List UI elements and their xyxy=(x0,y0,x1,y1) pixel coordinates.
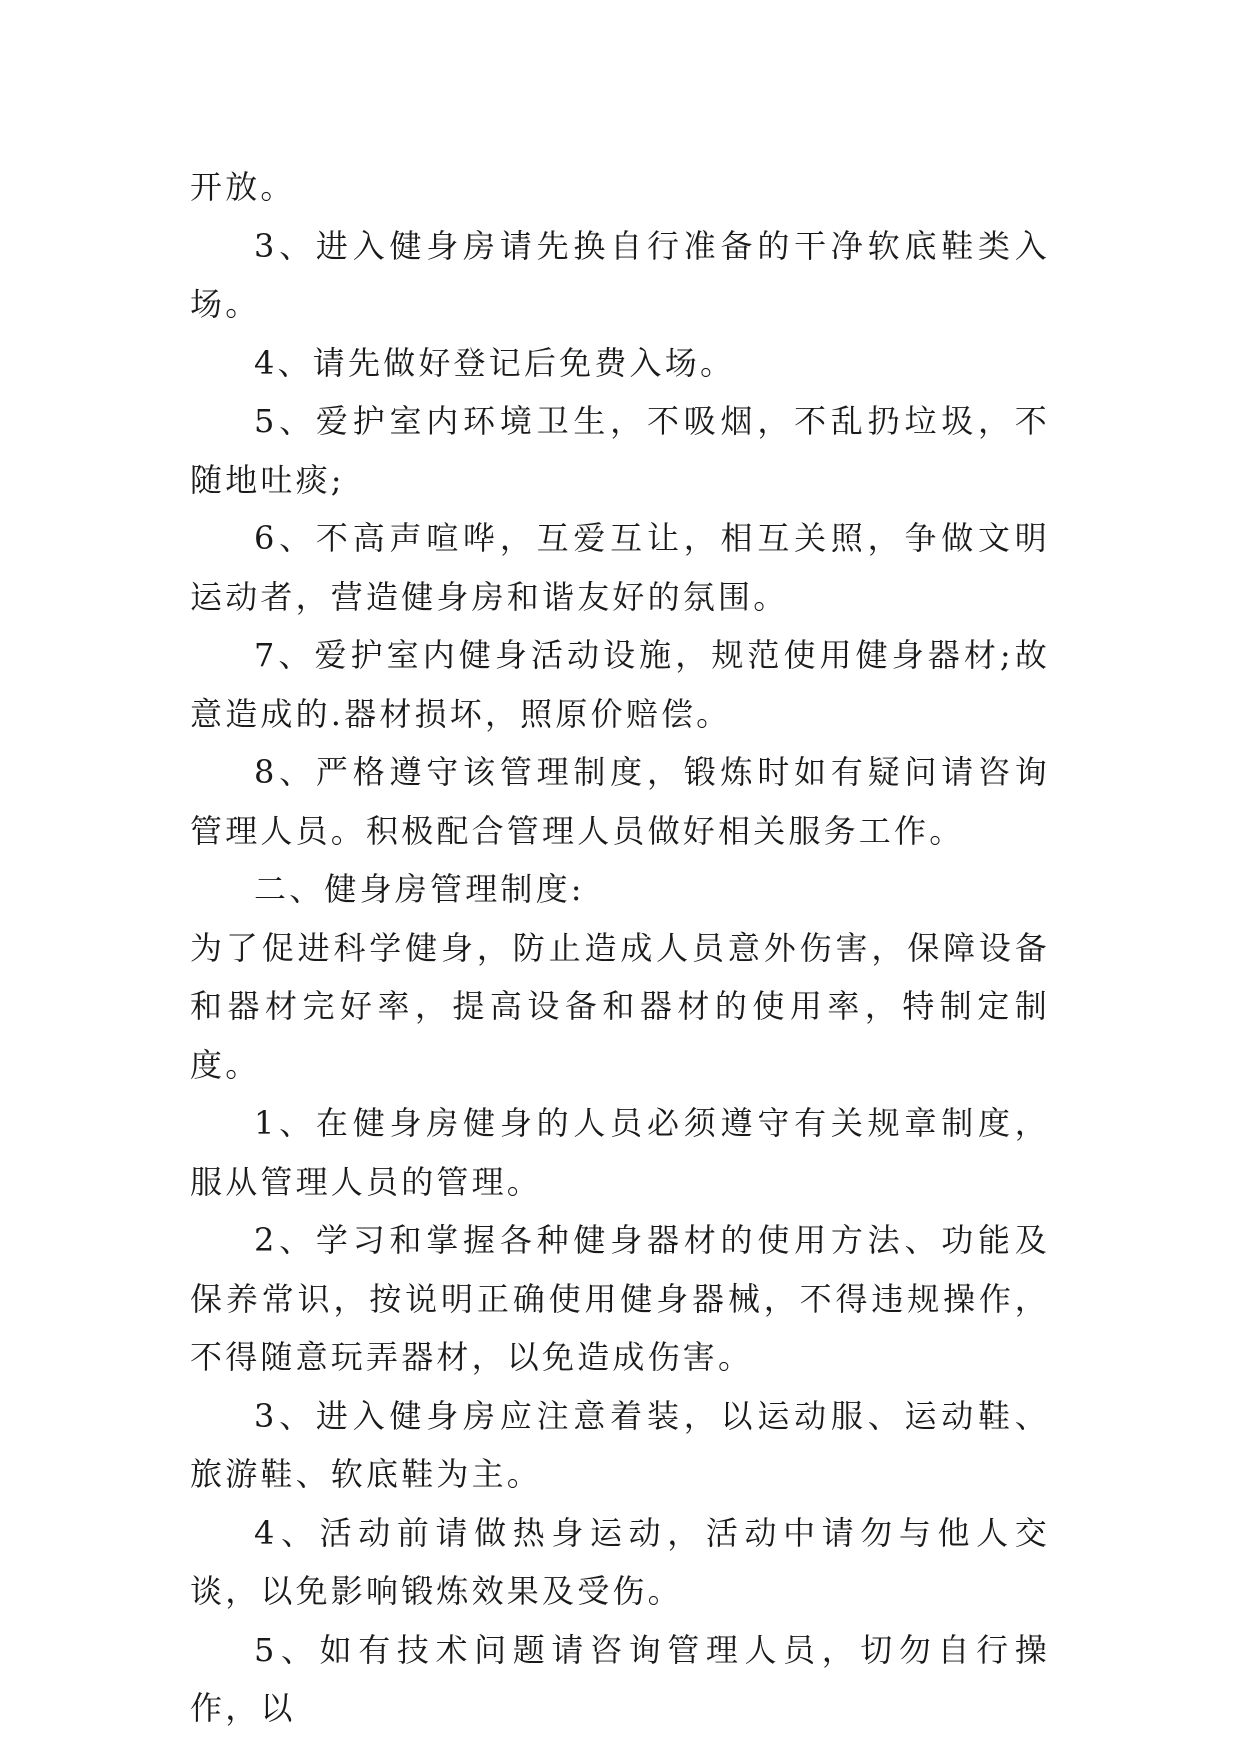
regulation-item-4: 4、活动前请做热身运动，活动中请勿与他人交谈，以免影响锻炼效果及受伤。 xyxy=(190,1513,1050,1610)
regulation-item-1: 1、在健身房健身的人员必须遵守有关规章制度，服从管理人员的管理。 xyxy=(190,1104,1050,1201)
regulation-item-3: 3、进入健身房应注意着装，以运动服、运动鞋、旅游鞋、软底鞋为主。 xyxy=(190,1396,1050,1493)
rule-item-5: 5、爱护室内环境卫生，不吸烟，不乱扔垃圾，不随地吐痰; xyxy=(190,402,1050,499)
section-heading-2: 二、健身房管理制度: xyxy=(254,870,585,908)
regulation-item-5: 5、如有技术问题请咨询管理人员，切勿自行操作，以 xyxy=(190,1630,1050,1727)
regulation-item-2: 2、学习和掌握各种健身器材的使用方法、功能及保养常识，按说明正确使用健身器械，不得违规操作，不得随意玩弄器材，以免造成伤害。 xyxy=(190,1221,1050,1376)
document-body xyxy=(190,158,1050,1738)
rule-item-6: 6、不高声喧哗，互爱互让，相互关照，争做文明运动者，营造健身房和谐友好的氛围。 xyxy=(190,519,1050,616)
rule-item-7: 7、爱护室内健身活动设施，规范使用健身器材;故意造成的.器材损坏，照原价赔偿。 xyxy=(190,636,1050,733)
section-intro: 为了促进科学健身，防止造成人员意外伤害，保障设备和器材完好率，提高设备和器材的使用率，特制定制度。 xyxy=(190,928,1050,1084)
rule-item-3: 3、进入健身房请先换自行准备的干净软底鞋类入场。 xyxy=(190,226,1050,323)
rule-item-4: 4、请先做好登记后免费入场。 xyxy=(254,343,736,382)
rule-item-8: 8、严格遵守该管理制度，锻炼时如有疑问请咨询管理人员。积极配合管理人员做好相关服务工作。 xyxy=(190,753,1050,850)
paragraph-continuation: 开放。 xyxy=(190,168,296,206)
